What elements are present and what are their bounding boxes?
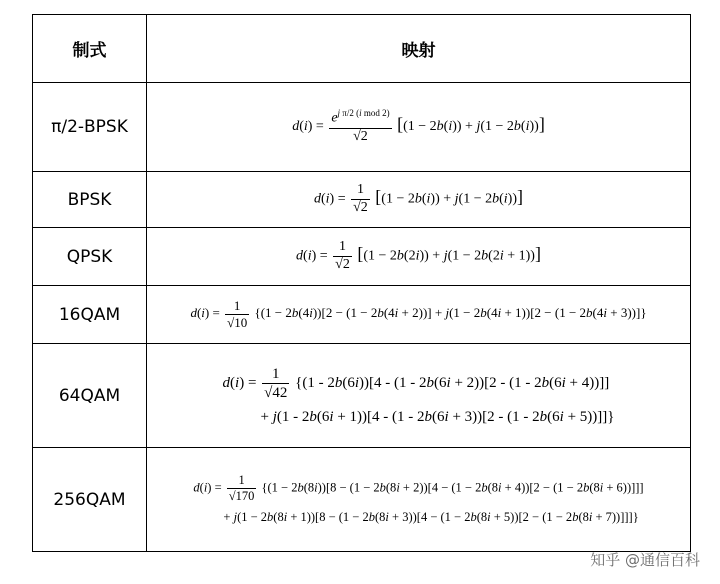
scheme-cell: 256QAM [33,448,147,552]
header-scheme: 制式 [33,15,147,83]
formula: d(i) = $\frac{1}{√10}$ {(1 − 2b(4i))[2 − (1 − 2b(4i + 2))] + j(1 − 2b(4i + 1))[2 − (1 − 2b(4i + 3))]} [190,298,647,330]
formula: d(i) = $\frac{1}{√2}$ [(1 − 2b(2i)) + j(1 − 2b(2i + 1))] [296,239,541,272]
formula-line-1: d(i) = $\frac{1}{√170}$ {(1 − 2b(8i))[8 − (1 − 2b(8i + 2))[4 − (1 − 2b(8i + 4))[2 − (1 − 2b(8i + 6))]]] [193,473,644,503]
table-row [33,286,691,344]
table-row [33,228,691,286]
scheme-cell: 64QAM [33,344,147,448]
scheme-cell: BPSK [33,172,147,228]
formula: d(i) = $\frac{e^{j \pi/2 (i mod 2)}}{√2}$ [(1 − 2b(i)) + j(1 − 2b(i))] [292,108,545,144]
formula-cell [147,228,691,286]
header-mapping: 映射 [147,15,691,83]
formula-cell [147,83,691,172]
formula-cell [147,448,691,552]
formula-line-1: d(i) = $\frac{1}{√42}$ {(1 - 2b(6i))[4 - (1 - 2b(6i + 2))[2 - (1 - 2b(6i + 4))]] [222,366,610,401]
watermark: 知乎 @通信百科 [590,551,700,569]
table-row [33,83,691,172]
formula [223,365,615,426]
header-row [33,15,691,83]
formula [193,473,643,525]
formula: d(i) = $\frac{1}{√2}$ [(1 − 2b(i)) + j(1 − 2b(i))] [313,182,523,215]
scheme-cell: π/2-BPSK [33,83,147,172]
table-row [33,344,691,448]
modulation-mapping-table [32,14,691,552]
table-row [33,448,691,552]
formula-cell [147,172,691,228]
formula-line-2: + j(1 - 2b(6i + 1))[4 - (1 - 2b(6i + 3))[2 - (1 - 2b(6i + 5))]]} [260,409,615,425]
formula-cell [147,344,691,448]
scheme-cell: 16QAM [33,286,147,344]
formula-cell [147,286,691,344]
table-row [33,172,691,228]
formula-line-2: + j(1 − 2b(8i + 1))[8 − (1 − 2b(8i + 3))[4 − (1 − 2b(8i + 5))[2 − (1 − 2b(8i + 7))]]]} [223,510,639,524]
scheme-cell: QPSK [33,228,147,286]
